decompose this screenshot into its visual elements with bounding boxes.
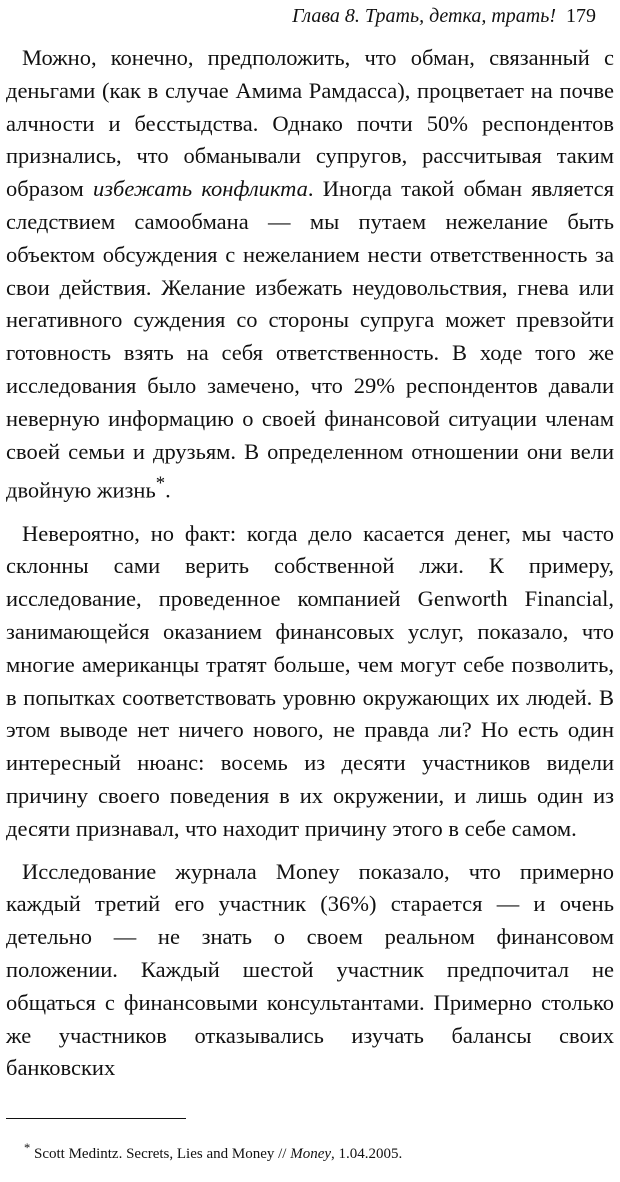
footnote-source: Money (290, 1146, 332, 1162)
running-title: Глава 8. Трать, детка, трать! (292, 5, 556, 27)
running-head (292, 4, 596, 28)
paragraph-2: Невероятно, но факт: когда дело касается денег, мы часто склонны сами верить собственной лжи. К примеру, исследование, проведенное компанией Genworth Financial, занимающейся оказанием финансовых услуг, показало, что многие американцы тратят больше, чем могут себе позволить, в попытках соответствовать уровню окружающих их людей. В этом выводе нет ничего нового, не правда ли? Но есть один интересный нюанс: восемь из десяти участников видели причину своего поведения в их окружении, и лишь один из десяти признавал, что находит причину этого в себе самом. (6, 520, 614, 841)
paragraph-1-part-2: . Иногда такой обман является следствием самообмана — мы путаем нежелание быть объектом обсуждения с нежеланием нести ответственность за свои действия. Желание избежать неудовольствия, гнева или негативного суждения со стороны супруга может превзойти готовность взять на себя ответственность. В ходе того же исследования было замечено, что 29% респондентов давали неверную информацию о своей финансовой ситуации членам своей семьи и друзьям. В определенном отношении они вели двойную жизнь (6, 176, 614, 503)
footnote (24, 1138, 402, 1164)
emphasis-avoid-conflict: избежать конфликта (92, 176, 308, 202)
page-number: 179 (566, 5, 596, 27)
body-text (6, 42, 614, 1095)
footnote-date: , 1.04.2005. (331, 1146, 403, 1162)
footnote-divider (6, 1118, 186, 1119)
footnote-mark: * (24, 1141, 31, 1155)
paragraph-1-part-3: . (165, 477, 171, 503)
paragraph-3: Исследование журнала Money показало, что примерно каждый третий его участник (36%) старается — и очень детельно — не знать о своем реальном финансовом положении. Каждый шестой участник предпочитал не общаться с финансовыми консультантами. Примерно столько же участников отказывались изучать балансы своих банковских (6, 858, 614, 1081)
footnote-text: Scott Medintz. Secrets, Lies and Money // (34, 1146, 291, 1162)
paragraph-1-part-1: Можно, конечно, предположить, что обман, связанный с деньгами (как в случае Амима Рамдасса), процветает на почве алчности и бесстыдства. Однако почти 50% респондентов признались, что обманывали супругов, рассчитывая таким образом (6, 45, 614, 202)
footnote-reference[interactable]: * (155, 473, 166, 495)
paragraph-1 (6, 42, 614, 508)
